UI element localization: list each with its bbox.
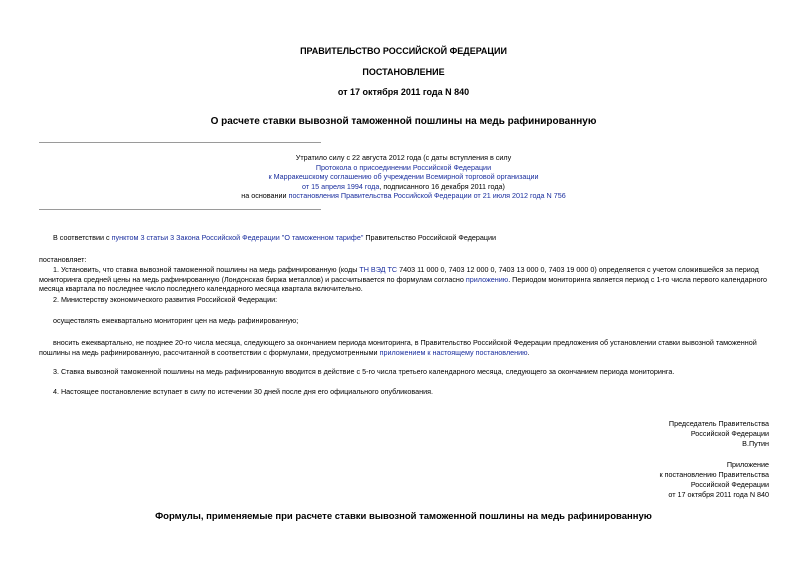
item-1-post: . Периодом мониторинга является период с 1-го числа первого календарного месяца квартала по последнее число последнего календарного месяца квартала включительно. <box>39 274 768 294</box>
divider-top <box>39 142 321 143</box>
status-line-1: Утратило силу с 22 августа 2012 года (с даты вступления в силу <box>295 153 512 162</box>
divider-bottom <box>39 209 321 210</box>
status-link-date[interactable]: от 15 апреля 1994 года <box>302 181 380 191</box>
signature-line-1: Председатель Правительства <box>668 419 769 428</box>
resolves-label: постановляет: <box>39 255 87 264</box>
signature-block <box>669 419 769 449</box>
item-2b-pre: вносить ежеквартально, не позднее 20-го числа месяца, следующего за окончанием периода мониторинга, в Правительство Российской Федерации предложения об установлении ставки вывозной таможенной пошлины на медь рафинированную, рассчитанной в соответствии с формулами, предусмотренными <box>39 338 757 357</box>
item-1 <box>39 265 769 294</box>
status-line-5-pre: на основании <box>241 191 289 201</box>
appendix-line-1: Приложение <box>726 460 769 469</box>
document-type: ПОСТАНОВЛЕНИЕ <box>362 67 445 77</box>
status-link-agreement[interactable]: к Марракешскому соглашению об учреждении Всемирной торговой организации <box>268 172 539 182</box>
item-2b-post: . <box>527 347 530 357</box>
item-1-pre: 1. Установить, что ставка вывозной таможенной пошлины на медь рафинированную (коды <box>53 265 360 274</box>
signature-line-3: В.Путин <box>742 439 769 448</box>
item-4: 4. Настоящее постановление вступает в силу по истечении 30 дней после дня его официального опубликования. <box>53 387 433 396</box>
status-line-4-rest: , подписанного 16 декабря 2011 года) <box>379 181 505 191</box>
status-link-resolution[interactable]: постановления Правительства Российской Федерации от 21 июля 2012 года N 756 <box>288 191 566 201</box>
intro-law-link[interactable]: пунктом 3 статьи 3 Закона Российской Федерации "О таможенном тарифе" <box>111 233 364 242</box>
item-2: 2. Министерству экономического развития Российской Федерации: <box>53 295 278 304</box>
intro-post: Правительство Российской Федерации <box>363 233 497 242</box>
item-2a: осуществлять ежеквартально мониторинг цен на медь рафинированную; <box>53 316 299 325</box>
item-3: 3. Ставка вывозной таможенной пошлины на медь рафинированную вводится в действие с 5-го числа третьего календарного месяца, следующего за окончанием периода мониторинга. <box>53 367 675 376</box>
status-block <box>0 153 807 201</box>
appendix-block <box>659 460 769 500</box>
item-1-appendix-link[interactable]: приложению <box>465 274 509 284</box>
status-link-protocol[interactable]: Протокола о присоединении Российской Федерации <box>315 162 492 172</box>
document-title: О расчете ставки вывозной таможенной пошлины на медь рафинированную <box>210 116 597 127</box>
intro-paragraph <box>39 233 769 243</box>
intro-pre: В соответствии с <box>53 233 112 242</box>
document-date: от 17 октября 2011 года N 840 <box>337 87 470 97</box>
item-1-tnved-link[interactable]: ТН ВЭД ТС <box>359 265 398 274</box>
item-1-mid: 7403 11 000 0, 7403 12 000 0, 7403 13 000 0, 7403 19 000 0) определяется с учетом сложившейся за период мониторинга средней цены на медь рафинированную (Лондонская биржа металлов) и рассчитывается по формулам согласно <box>39 265 759 284</box>
item-2b <box>39 338 769 357</box>
government-heading: ПРАВИТЕЛЬСТВО РОССИЙСКОЙ ФЕДЕРАЦИИ <box>300 46 507 56</box>
appendix-line-4: от 17 октября 2011 года N 840 <box>668 490 769 499</box>
appendix-line-2: к постановлению Правительства <box>659 470 769 479</box>
item-2b-appendix-link[interactable]: приложением к настоящему постановлению <box>379 347 528 357</box>
appendix-title: Формулы, применяемые при расчете ставки вывозной таможенной пошлины на медь рафинированную <box>155 511 652 522</box>
signature-line-2: Российской Федерации <box>690 429 769 438</box>
appendix-line-3: Российской Федерации <box>690 480 769 489</box>
